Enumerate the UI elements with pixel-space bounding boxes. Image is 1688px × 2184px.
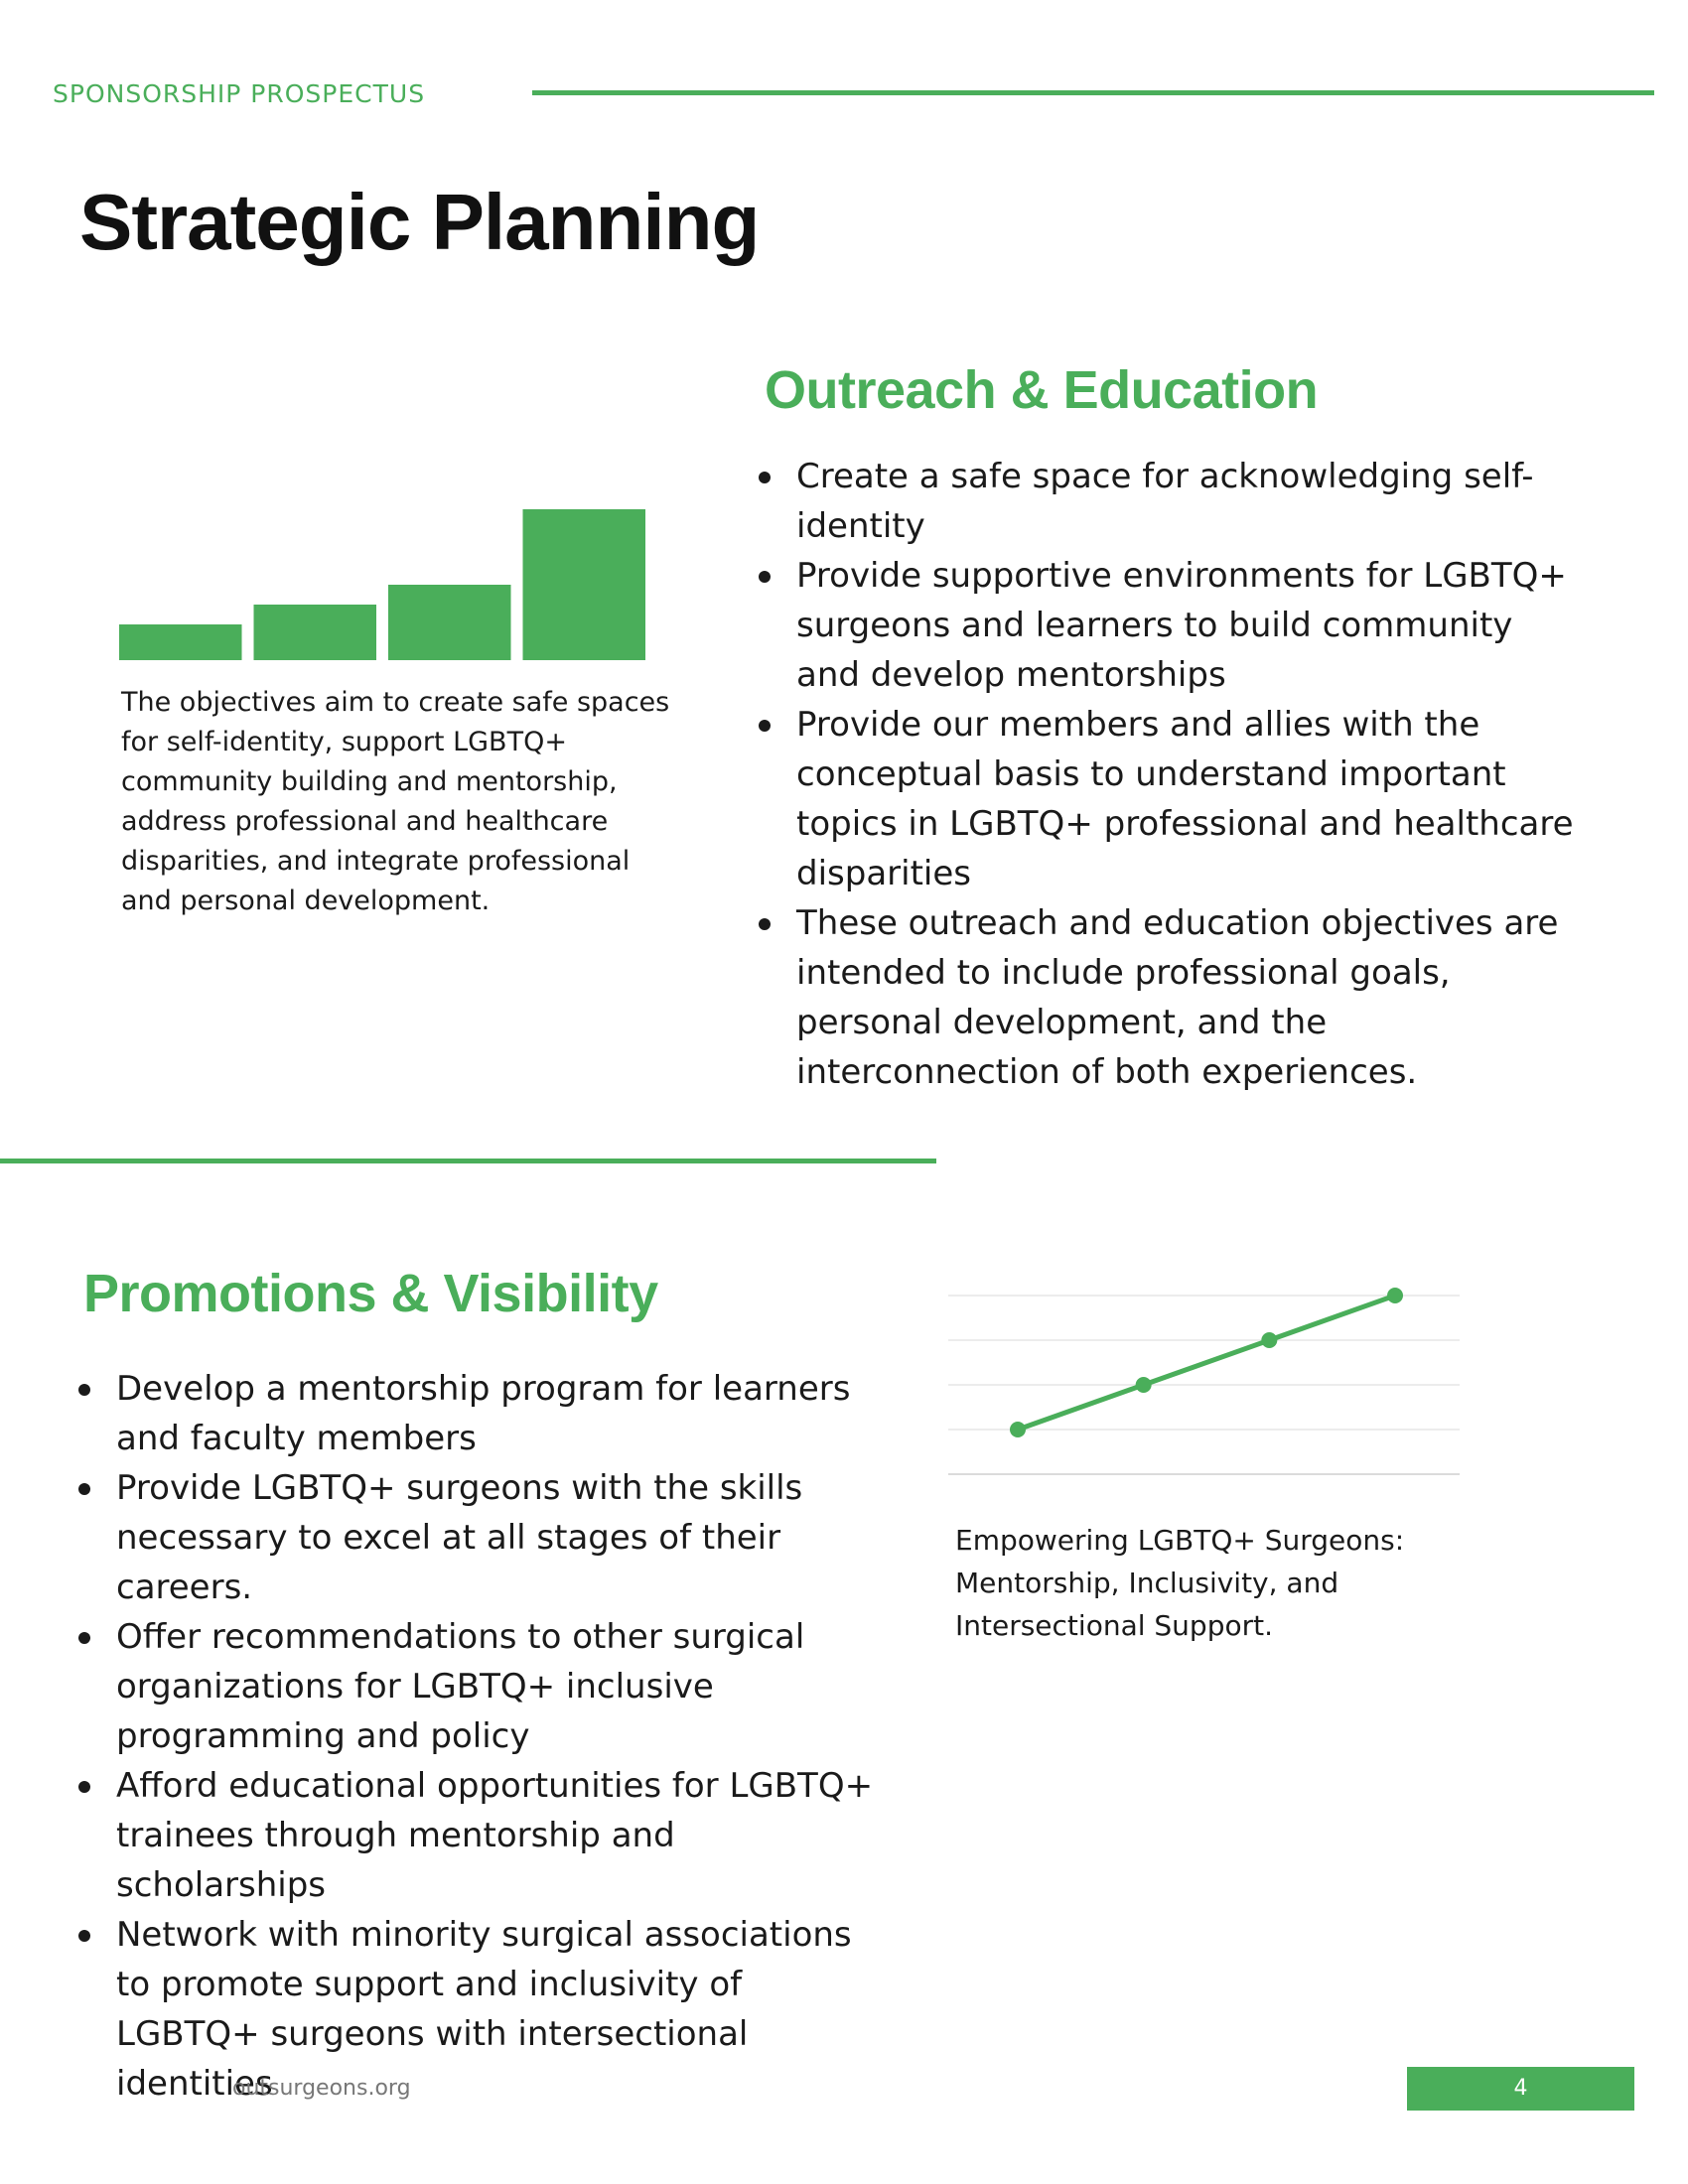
page-title: Strategic Planning (79, 178, 760, 266)
bar-chart (119, 496, 645, 665)
outreach-bullet-list (757, 452, 1581, 1097)
section-divider (0, 1159, 936, 1163)
footer-url: outsurgeons.org (232, 2076, 411, 2101)
line-point-2 (1261, 1332, 1277, 1348)
promotions-bullet-list (76, 1364, 891, 2109)
bar-0 (119, 624, 242, 660)
header-divider (532, 90, 1654, 95)
outreach-bullet: Provide supportive environments for LGBTQ+ surgeons and learners to build community and develop mentorships (757, 551, 1581, 700)
outreach-bullet: These outreach and education objectives are intended to include professional goals, personal development, and the interconnection of both experiences. (757, 898, 1581, 1097)
header-label: SPONSORSHIP PROSPECTUS (53, 79, 426, 108)
page-number: 4 (1407, 2067, 1634, 2111)
bar-1 (254, 605, 377, 660)
series-line (1018, 1296, 1395, 1430)
bar-3 (523, 509, 646, 660)
promotions-bullet: Afford educational opportunities for LGBTQ+ trainees through mentorship and scholarships (76, 1761, 891, 1910)
outreach-bullet: Create a safe space for acknowledging self-identity (757, 452, 1581, 551)
promotions-heading: Promotions & Visibility (83, 1264, 658, 1323)
promotions-bullet: Provide LGBTQ+ surgeons with the skills necessary to excel at all stages of their careers. (76, 1463, 891, 1612)
line-point-0 (1010, 1422, 1026, 1437)
line-point-3 (1387, 1288, 1403, 1303)
line-chart-caption: Empowering LGBTQ+ Surgeons: Mentorship, Inclusivity, and Intersectional Support. (955, 1524, 1405, 1642)
outreach-heading: Outreach & Education (765, 360, 1319, 420)
outreach-bullet: Provide our members and allies with the conceptual basis to understand important topics in LGBTQ+ professional and healthcare disparities (757, 700, 1581, 898)
bar-2 (388, 585, 511, 660)
line-point-1 (1136, 1377, 1152, 1393)
line-chart (948, 1281, 1465, 1489)
objectives-caption: The objectives aim to create safe spaces for self-identity, support LGBTQ+ community building and mentorship, address professional and healthcare disparities, and integrate professional and personal development. (121, 687, 670, 916)
promotions-bullet: Offer recommendations to other surgical organizations for LGBTQ+ inclusive programming and policy (76, 1612, 891, 1761)
promotions-bullet: Network with minority surgical associations to promote support and inclusivity of LGBTQ+ surgeons with intersectional identities (76, 1910, 891, 2109)
promotions-bullet: Develop a mentorship program for learners and faculty members (76, 1364, 891, 1463)
